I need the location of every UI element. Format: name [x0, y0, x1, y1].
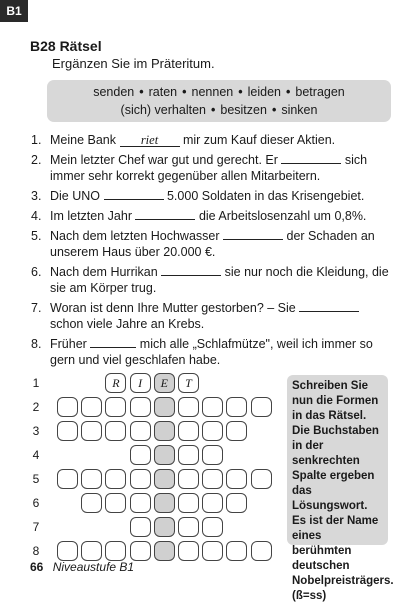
crossword-cell[interactable] — [81, 493, 102, 513]
crossword-cell[interactable] — [81, 421, 102, 441]
crossword-cell[interactable] — [57, 469, 78, 489]
crossword-cell[interactable] — [251, 397, 272, 417]
crossword-cell[interactable] — [178, 445, 199, 465]
word-box-line-2 — [47, 101, 391, 119]
word-senden: senden — [93, 85, 135, 99]
footer-level: Niveaustufe B1 — [52, 560, 135, 574]
sentence-item — [31, 264, 391, 296]
level-badge: B1 — [0, 0, 28, 22]
bullet-separator: • — [286, 85, 291, 99]
sentence-after: die Arbeitslosenzahl um 0,8%. — [198, 209, 367, 223]
sentence-after: sich immer sehr korrekt gegenüber allen Mitarbeitern. — [50, 153, 368, 183]
crossword-cell[interactable] — [130, 421, 151, 441]
sentence-text — [50, 188, 391, 204]
crossword-cell[interactable]: R — [105, 373, 126, 393]
crossword-cell[interactable] — [178, 541, 199, 561]
crossword-cell[interactable] — [178, 517, 199, 537]
crossword-cell[interactable] — [130, 541, 151, 561]
answer-gap[interactable] — [281, 152, 341, 164]
crossword-cell[interactable] — [105, 421, 126, 441]
bullet-separator: • — [271, 103, 277, 117]
crossword-instructions: Schreiben Sie nun die Formen in das Rätsel. Die Buchstaben in der senkrechten Spalte ergeben das Lösungswort. Es ist der Name eines berühmten deutschen Nobelpreisträgers. (ß=ss) — [287, 375, 388, 545]
crossword-solution-cell[interactable] — [154, 469, 175, 489]
sentence-after: der Schaden an unserem Haus über 20.000 €. — [50, 229, 375, 259]
crossword-cell[interactable] — [130, 445, 151, 465]
sentence-before: Nach dem Hurrikan — [50, 265, 158, 279]
crossword-row-number: 8 — [32, 544, 40, 558]
crossword-cell[interactable] — [57, 541, 78, 561]
page-number: 66 — [30, 560, 44, 574]
sentence-number: 4. — [31, 209, 42, 223]
crossword-cell[interactable] — [105, 493, 126, 513]
sentence-number: 8. — [31, 337, 42, 351]
crossword-cell[interactable] — [226, 397, 247, 417]
crossword-cell[interactable] — [226, 469, 247, 489]
crossword-cell[interactable] — [81, 469, 102, 489]
crossword-cell[interactable] — [105, 397, 126, 417]
crossword-cell[interactable]: I — [130, 373, 151, 393]
sentence-number: 2. — [31, 153, 42, 167]
word-verhalten: (sich) verhalten — [120, 103, 206, 117]
sentence-before: Im letzten Jahr — [50, 209, 132, 223]
sentence-text — [50, 336, 391, 368]
page-footer — [30, 560, 134, 574]
crossword-cell[interactable] — [130, 493, 151, 513]
sentence-number: 5. — [31, 229, 42, 243]
crossword-cell[interactable] — [202, 397, 223, 417]
crossword-cell[interactable] — [105, 469, 126, 489]
crossword-cell[interactable] — [178, 493, 199, 513]
sentence-after: mich alle „Schlafmütze", weil ich immer so gern und viel geschlafen habe. — [50, 337, 373, 367]
bullet-separator: • — [238, 85, 243, 99]
sentence-text — [50, 208, 391, 224]
crossword-cell[interactable] — [202, 445, 223, 465]
word-sinken: sinken — [281, 103, 318, 117]
exercise-instruction: Ergänzen Sie im Präteritum. — [52, 56, 215, 71]
crossword-cell[interactable] — [202, 469, 223, 489]
crossword-cell[interactable] — [226, 541, 247, 561]
sentence-before: Woran ist denn Ihre Mutter gestorben? – Sie — [50, 301, 296, 315]
sentence-number: 3. — [31, 189, 42, 203]
crossword-cell[interactable] — [178, 469, 199, 489]
sentence-item — [31, 228, 391, 260]
crossword-row-number: 5 — [32, 472, 40, 486]
crossword-cell[interactable]: T — [178, 373, 199, 393]
word-box — [47, 80, 391, 122]
crossword-solution-cell[interactable] — [154, 517, 175, 537]
crossword-cell[interactable] — [202, 421, 223, 441]
crossword-cell[interactable] — [202, 517, 223, 537]
answer-gap[interactable] — [104, 188, 164, 200]
crossword-cell[interactable] — [251, 469, 272, 489]
sentence-after: sie nur noch die Kleidung, die sie am Körper trug. — [50, 265, 389, 295]
sentence-text — [50, 264, 391, 296]
sentence-after: 5.000 Soldaten in das Krisengebiet. — [166, 189, 365, 203]
crossword-cell[interactable] — [202, 493, 223, 513]
crossword-cell[interactable] — [81, 397, 102, 417]
crossword-solution-cell[interactable]: E — [154, 373, 175, 393]
sentence-before: Mein letzter Chef war gut und gerecht. Er — [50, 153, 278, 167]
bullet-separator: • — [139, 85, 144, 99]
crossword-cell[interactable] — [130, 517, 151, 537]
sentence-after: schon viele Jahre an Krebs. — [50, 317, 205, 331]
answer-gap[interactable] — [223, 228, 283, 240]
crossword-solution-cell[interactable] — [154, 493, 175, 513]
crossword-cell[interactable] — [226, 421, 247, 441]
word-raten: raten — [148, 85, 178, 99]
sentence-item — [31, 300, 391, 332]
crossword-row-number: 3 — [32, 424, 40, 438]
crossword-cell[interactable] — [130, 397, 151, 417]
crossword-cell[interactable] — [202, 541, 223, 561]
sentence-number: 6. — [31, 265, 42, 279]
crossword-row-number: 6 — [32, 496, 40, 510]
sentence-text — [50, 228, 391, 260]
crossword-cell[interactable] — [178, 397, 199, 417]
sentence-before: Nach dem letzten Hochwasser — [50, 229, 220, 243]
crossword-solution-cell[interactable] — [154, 397, 175, 417]
crossword-solution-cell[interactable] — [154, 421, 175, 441]
crossword-cell[interactable] — [57, 421, 78, 441]
crossword-cell[interactable] — [81, 541, 102, 561]
sentence-before: Früher — [50, 337, 87, 351]
sentence-item — [31, 132, 391, 148]
sentence-item — [31, 152, 391, 184]
sentence-item — [31, 336, 391, 368]
crossword-solution-cell[interactable] — [154, 445, 175, 465]
crossword-cell[interactable] — [105, 541, 126, 561]
sentence-before: Die UNO — [50, 189, 101, 203]
answer-gap[interactable] — [161, 264, 221, 276]
crossword-row-number: 4 — [32, 448, 40, 462]
crossword-row-number: 1 — [32, 376, 40, 390]
word-besitzen: besitzen — [220, 103, 267, 117]
answer-gap[interactable] — [90, 336, 136, 348]
answer-gap[interactable]: riet — [120, 135, 180, 147]
crossword-cell[interactable] — [226, 493, 247, 513]
sentence-after: mir zum Kauf dieser Aktien. — [182, 133, 336, 147]
sentence-number: 1. — [31, 133, 42, 147]
bullet-separator: • — [210, 103, 216, 117]
crossword-row-number: 2 — [32, 400, 40, 414]
sentence-before: Meine Bank — [50, 133, 117, 147]
exercise-title: B28 Rätsel — [30, 38, 102, 54]
answer-gap[interactable] — [299, 300, 359, 312]
crossword-cell[interactable] — [57, 397, 78, 417]
word-betragen: betragen — [295, 85, 345, 99]
crossword-solution-cell[interactable] — [154, 541, 175, 561]
word-nennen: nennen — [191, 85, 234, 99]
crossword-row-number: 7 — [32, 520, 40, 534]
word-leiden: leiden — [247, 85, 282, 99]
sentence-text — [50, 300, 391, 332]
sentence-text — [50, 132, 391, 148]
crossword-cell[interactable] — [251, 541, 272, 561]
answer-gap[interactable] — [135, 208, 195, 220]
sentence-number: 7. — [31, 301, 42, 315]
bullet-separator: • — [182, 85, 187, 99]
word-box-line-1 — [47, 83, 391, 101]
sentence-text — [50, 152, 391, 184]
sentence-item — [31, 208, 391, 224]
crossword-grid — [0, 370, 285, 558]
crossword-cell[interactable] — [130, 469, 151, 489]
sentence-list — [31, 132, 391, 372]
sentence-item — [31, 188, 391, 204]
crossword-cell[interactable] — [178, 421, 199, 441]
